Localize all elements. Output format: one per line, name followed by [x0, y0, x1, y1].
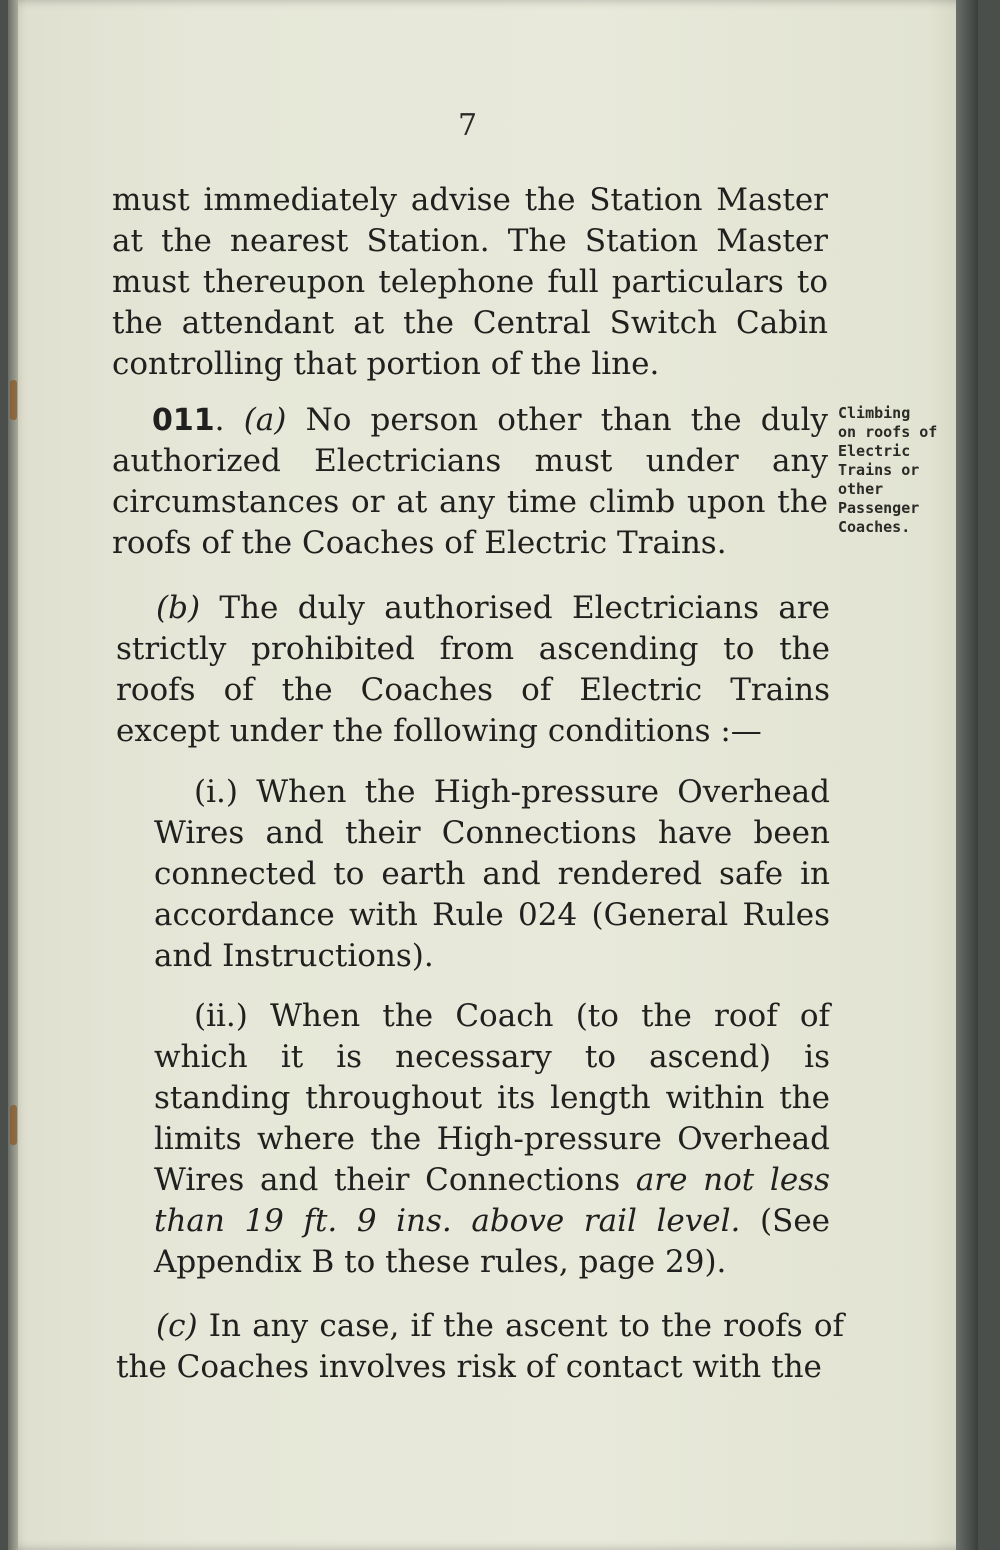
clause-c-paragraph [116, 1306, 844, 1388]
document-page [8, 0, 978, 1550]
rust-stain [10, 380, 17, 420]
clause-c-text: In any case, if the ascent to the roofs of the Coaches involves risk of contact with the [116, 1308, 845, 1385]
sub-clause-i [154, 772, 830, 977]
sub-clause-ii-label: (ii.) [194, 998, 248, 1034]
margin-note-line: Passenger [838, 499, 920, 517]
page-number: 7 [458, 108, 478, 143]
clause-b-paragraph [116, 588, 830, 752]
margin-note-line: Trains or [838, 461, 920, 479]
page-right-edge [956, 0, 978, 1550]
sub-clause-ii [154, 996, 830, 1283]
sub-clause-ii-text-1: When the Coach (to the roof of which it is necessary to ascend) is standing throughout its length within the limits where the High-pressure Overhead Wires and their Connections [154, 998, 830, 1198]
clause-a-label: (a) [243, 402, 287, 438]
sub-clause-ii-italic: are not less than 19 ft. 9 ins. above rail level. [154, 1162, 831, 1239]
rule-number: 011 [152, 403, 215, 438]
margin-note [838, 404, 968, 537]
rust-stain [10, 1105, 17, 1145]
clause-a-text: No person other than the duly authorized Electricians must under any circumstances or at any time climb upon the roofs of the Coaches of Electric Trains. [112, 402, 829, 561]
page-spine-edge [8, 0, 18, 1550]
sub-clause-ii-text-2: (See Appendix B to these rules, page 29). [154, 1203, 831, 1280]
margin-note-line: on roofs of [838, 423, 938, 441]
margin-note-line: Electric [838, 442, 911, 460]
margin-note-line: Climbing [838, 404, 911, 422]
clause-c-label: (c) [156, 1308, 198, 1344]
sub-clause-i-text: When the High-pressure Overhead Wires and their Connections have been connected to earth and rendered safe in accordance with Rule 024 (General Rules and Instructions). [154, 774, 831, 974]
continuation-paragraph: must immediately advise the Station Master at the nearest Station. The Station Master must thereupon telephone full particulars to the attendant at the Central Switch Cabin controlling that portion of the line. [112, 182, 828, 382]
sub-clause-i-label: (i.) [194, 774, 238, 810]
clause-b-label: (b) [156, 590, 201, 626]
clause-b-text: The duly authorised Electricians are strictly prohibited from ascending to the roofs of the Coaches of Electric Trains except under the following conditions :— [116, 590, 830, 749]
margin-note-line: Coaches. [838, 518, 911, 536]
margin-note-line: other [838, 480, 884, 498]
rule-011-paragraph-a: 011. (a) No person other than the duly authorized Electricians must under any circumstances or at any time climb upon the roofs of the Coaches of Electric Trains. [112, 402, 829, 561]
